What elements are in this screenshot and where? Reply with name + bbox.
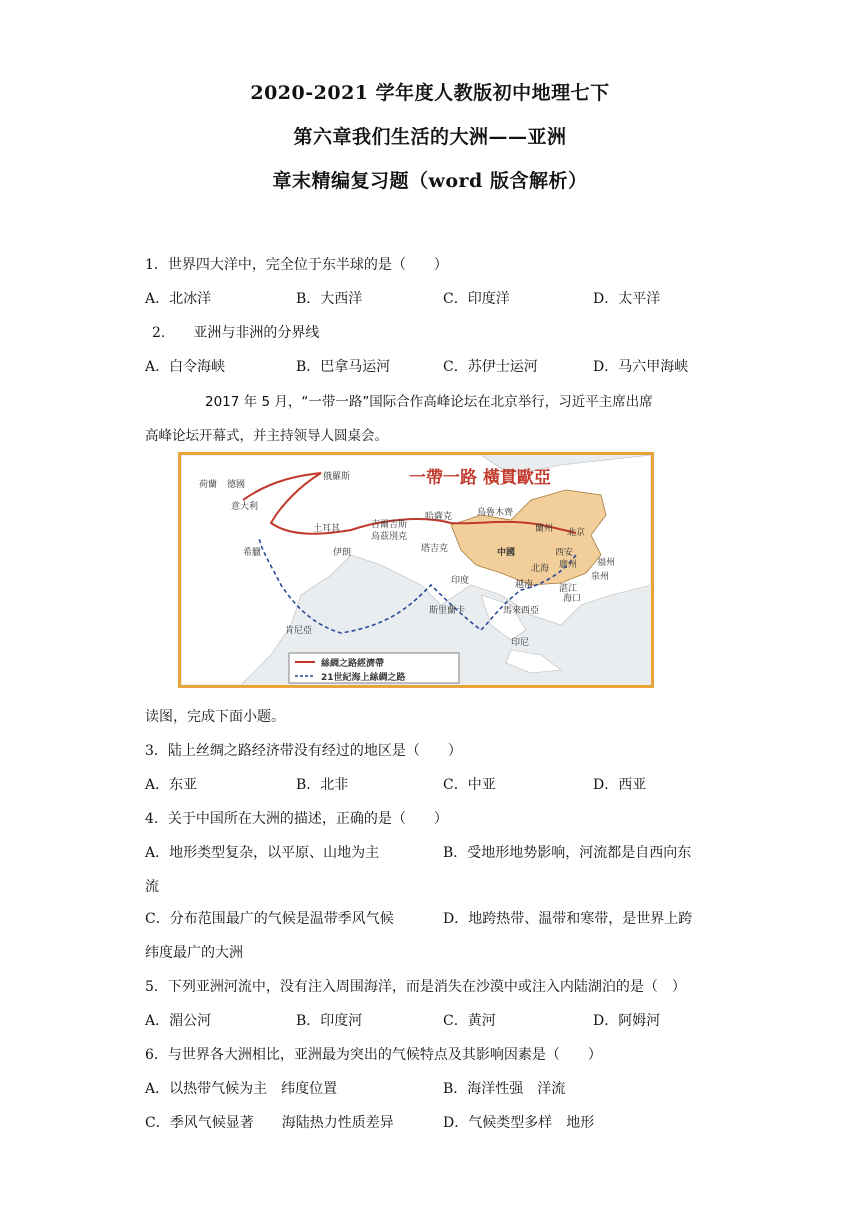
q1-option-c: C．印度洋: [443, 291, 510, 307]
map-label-indonesia: 印尼: [511, 638, 530, 648]
map-title: 一帶一路 橫貫歐亞: [409, 468, 551, 488]
map-label-italy: 意大利: [231, 502, 259, 512]
q3-option-c: C．中亚: [443, 777, 496, 793]
q2-option-c: C．苏伊士运河: [443, 359, 538, 375]
map-label-turkey: 土耳其: [313, 524, 341, 534]
q6-option-d: D．气候类型多样 地形: [443, 1115, 595, 1131]
map-label-china: 中國: [497, 548, 516, 558]
map-label-germany: 德國: [227, 480, 246, 490]
q1-option-d: D．太平洋: [593, 291, 661, 307]
doc-title-line2: 第六章我们生活的大洲——亚洲: [293, 126, 567, 148]
map-label-xian: 西安: [555, 548, 574, 558]
question-6-stem: 6．与世界各大洲相比，亚洲最为突出的气候特点及其影响因素是（ ）: [145, 1047, 602, 1063]
map-label-kazakhstan: 哈薩克: [425, 512, 453, 522]
legend-sea-route-label: 21世紀海上絲綢之路: [321, 673, 406, 683]
map-label-tajikistan: 塔吉克: [421, 544, 449, 554]
map-label-russia: 俄羅斯: [323, 472, 351, 482]
q5-option-a: A．湄公河: [145, 1013, 212, 1029]
question-2-stem: 2. 亚洲与非洲的分界线: [152, 325, 320, 341]
q4-option-c: C．分布范围最广的气候是温带季风气候: [145, 911, 394, 927]
q2-option-b: B．巴拿马运河: [296, 359, 391, 375]
q4-option-b: B．受地形地势影响，河流都是自西向东: [443, 845, 692, 861]
q2-option-d: D．马六甲海峡: [593, 359, 689, 375]
q3-option-b: B．北非: [296, 777, 349, 793]
doc-title-line1: 2020-2021 学年度人教版初中地理七下: [250, 82, 610, 104]
map-label-urumqi: 烏魯木齊: [477, 508, 514, 518]
map-label-kyrgyzstan: 吉爾吉斯: [371, 520, 408, 530]
q6-option-c: C．季风气候显著 海陆热力性质差异: [145, 1115, 394, 1131]
map-label-india: 印度: [451, 576, 470, 586]
question-3-stem: 3．陆上丝绸之路经济带没有经过的地区是（ ）: [145, 743, 462, 759]
q3-option-d: D．西亚: [593, 777, 647, 793]
map-label-quanzhou: 泉州: [591, 572, 610, 582]
q3-option-a: A．东亚: [145, 777, 198, 793]
map-label-netherlands: 荷蘭: [199, 480, 218, 490]
q5-option-b: B．印度河: [296, 1013, 363, 1029]
map-label-lanzhou: 蘭州: [535, 524, 554, 534]
q4-option-d: D．地跨热带、温带和寒带，是世界上跨: [443, 911, 693, 927]
map-label-beijing: 北京: [567, 528, 586, 538]
doc-title-line3: 章末精编复习题（word 版含解析）: [272, 170, 588, 192]
q4-option-d-continued: 纬度最广的大洲: [145, 945, 243, 961]
passage-line-1: 2017 年 5 月，“一带一路”国际合作高峰论坛在北京举行，习近平主席出席: [205, 394, 653, 410]
map-label-malaysia: 馬來西亞: [503, 606, 540, 616]
map-label-greece: 希臘: [243, 548, 262, 558]
q5-option-d: D．阿姆河: [593, 1013, 661, 1029]
q5-option-c: C．黄河: [443, 1013, 496, 1029]
read-instruction: 读图，完成下面小题。: [145, 709, 285, 725]
q1-option-b: B．大西洋: [296, 291, 363, 307]
map-label-haikou: 海口: [563, 594, 582, 604]
map-label-kenya: 肯尼亞: [285, 626, 313, 636]
map-label-zhanjiang: 湛江: [559, 584, 578, 594]
q4-option-a: A．地形类型复杂，以平原、山地为主: [145, 845, 380, 861]
map-label-vietnam: 越南: [515, 580, 534, 590]
map-label-uzbekistan: 烏茲別克: [371, 532, 408, 542]
legend-land-route-label: 絲綢之路經濟帶: [321, 659, 385, 669]
q6-option-b: B．海洋性强 洋流: [443, 1081, 566, 1097]
question-4-stem: 4．关于中国所在大洲的描述，正确的是（ ）: [145, 811, 448, 827]
map-label-iran: 伊朗: [333, 548, 352, 558]
q4-option-b-continued: 流: [145, 879, 159, 895]
map-svg: [181, 455, 651, 685]
belt-road-map: [178, 452, 654, 688]
q1-option-a: A．北冰洋: [145, 291, 212, 307]
map-label-guangzhou: 廣州: [559, 560, 578, 570]
map-label-sri-lanka: 斯里蘭卡: [429, 606, 466, 616]
q2-option-a: A．白令海峡: [145, 359, 226, 375]
q6-option-a: A．以热带气候为主 纬度位置: [145, 1081, 338, 1097]
map-label-beihai: 北海: [531, 564, 550, 574]
question-5-stem: 5．下列亚洲河流中，没有注入周围海洋，而是消失在沙漠中或注入内陆湖泊的是（ ）: [145, 979, 686, 995]
passage-line-2: 高峰论坛开幕式，并主持领导人圆桌会。: [145, 428, 388, 444]
question-1-stem: 1．世界四大洋中，完全位于东半球的是（ ）: [145, 257, 448, 273]
map-label-fuzhou: 福州: [597, 558, 616, 568]
